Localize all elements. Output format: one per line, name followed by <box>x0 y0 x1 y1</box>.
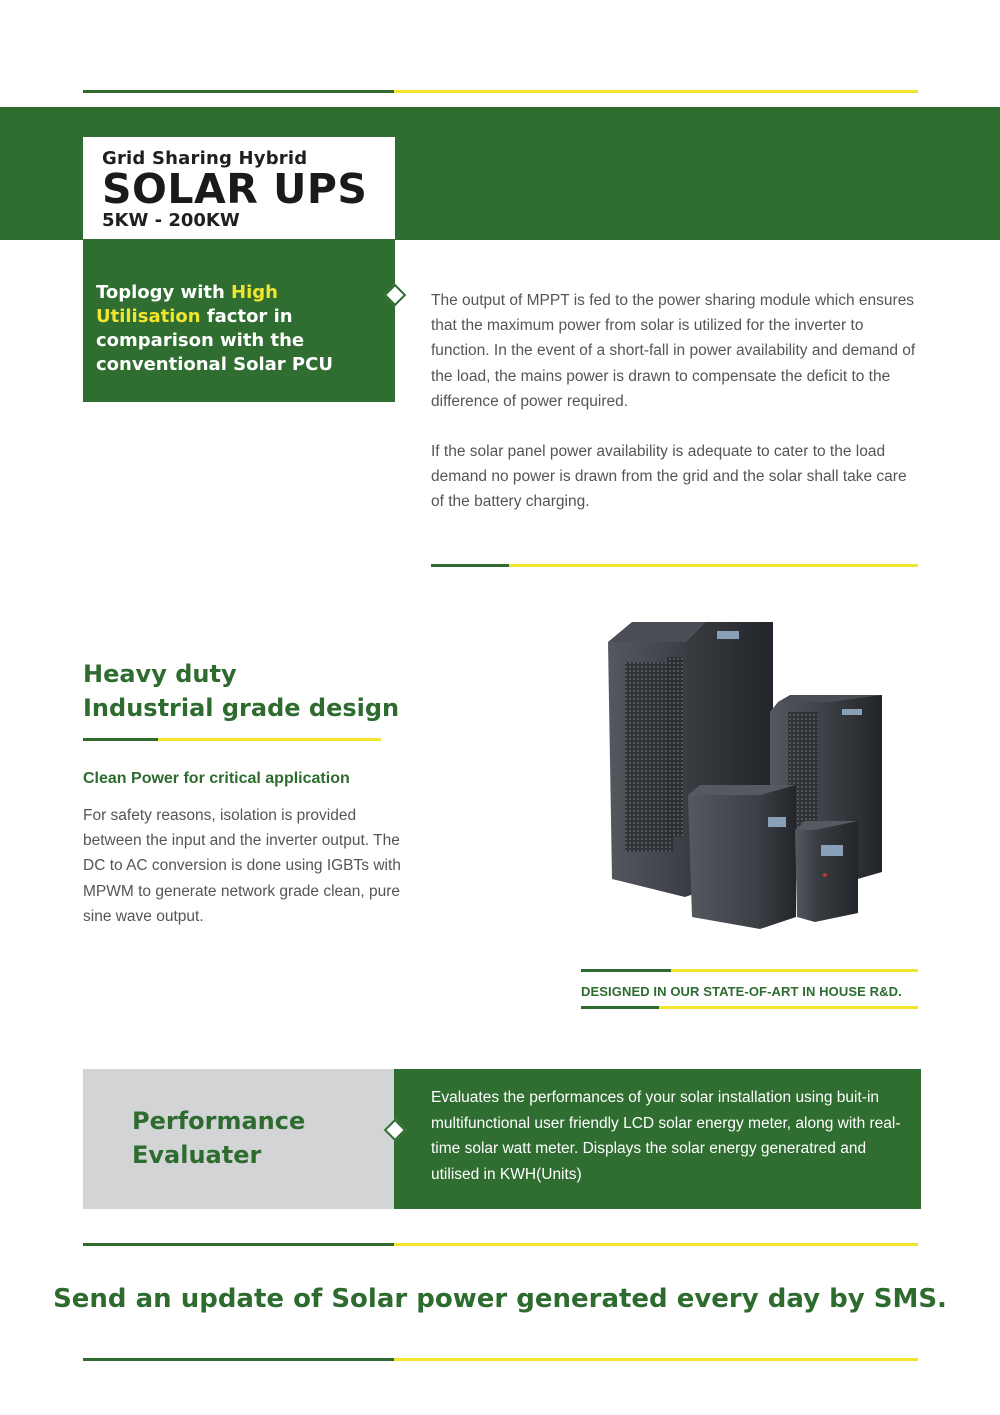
performance-title <box>132 1104 305 1172</box>
design-heading <box>83 657 399 725</box>
tall-cabinet-vent <box>625 662 673 852</box>
intro-divider <box>431 564 918 567</box>
performance-title-line2: Evaluater <box>132 1141 262 1169</box>
mini-unit-front <box>815 821 858 922</box>
mid-cabinet-lcd <box>842 709 862 715</box>
design-body: For safety reasons, isolation is provided between the input and the inverter output. The DC to AC conversion is done using IGBTs with MPWM to generate network grade clean, pure sine wave output. <box>83 807 401 925</box>
sms-divider-top <box>83 1243 918 1246</box>
mini-unit-indicator <box>823 873 827 877</box>
topology-highlight: High Utilisation <box>96 282 278 327</box>
design-heading-line2: Industrial grade design <box>83 694 400 722</box>
small-unit-lcd <box>768 817 786 827</box>
tall-cabinet-lcd <box>717 631 739 639</box>
caption-divider-top <box>581 969 918 972</box>
design-divider <box>83 738 381 741</box>
product-subtitle: Grid Sharing Hybrid <box>102 148 308 169</box>
topology-prefix: Toplogy with <box>96 282 232 303</box>
topology-text <box>96 281 386 377</box>
small-unit-side <box>688 795 760 929</box>
product-title: SOLAR UPS <box>102 165 368 213</box>
sms-banner: Send an update of Solar power generated every day by SMS. <box>53 1284 947 1314</box>
intro-paragraph-1: The output of MPPT is fed to the power sharing module which ensures that the maximum power from solar is utilized for the inverter to function. In the event of a short-fall in power availability and demand of the load, the mains power is drawn to compensate the deficit to the difference of power required. <box>431 292 916 410</box>
performance-title-line1: Performance <box>132 1107 306 1135</box>
topology-suffix: factor in comparison with the conventional Solar PCU <box>96 306 333 375</box>
mini-unit-lcd <box>821 845 843 856</box>
sms-divider-bottom <box>83 1358 918 1361</box>
top-divider <box>83 90 918 93</box>
small-unit-front <box>760 785 796 929</box>
caption-divider-bottom <box>581 1006 918 1009</box>
mini-unit-side <box>795 830 815 922</box>
design-subheading: Clean Power for critical application <box>83 770 350 787</box>
product-caption: DESIGNED IN OUR STATE-OF-ART IN HOUSE R&D. <box>581 984 902 999</box>
tall-cabinet-front-vent <box>667 657 683 837</box>
design-heading-line1: Heavy duty <box>83 660 237 688</box>
intro-paragraph-2: If the solar panel power availability is adequate to cater to the load demand no power is drawn from the grid and the solar shall take care of the battery charging. <box>431 443 907 511</box>
product-range: 5KW - 200KW <box>102 210 240 231</box>
performance-body: Evaluates the performances of your solar installation using buit-in multifunctional user friendly LCD solar energy meter, along with real-time solar watt meter. Displays the solar energy generatred and utilised in KWH(Units) <box>431 1089 901 1183</box>
ups-product-image <box>600 617 890 932</box>
